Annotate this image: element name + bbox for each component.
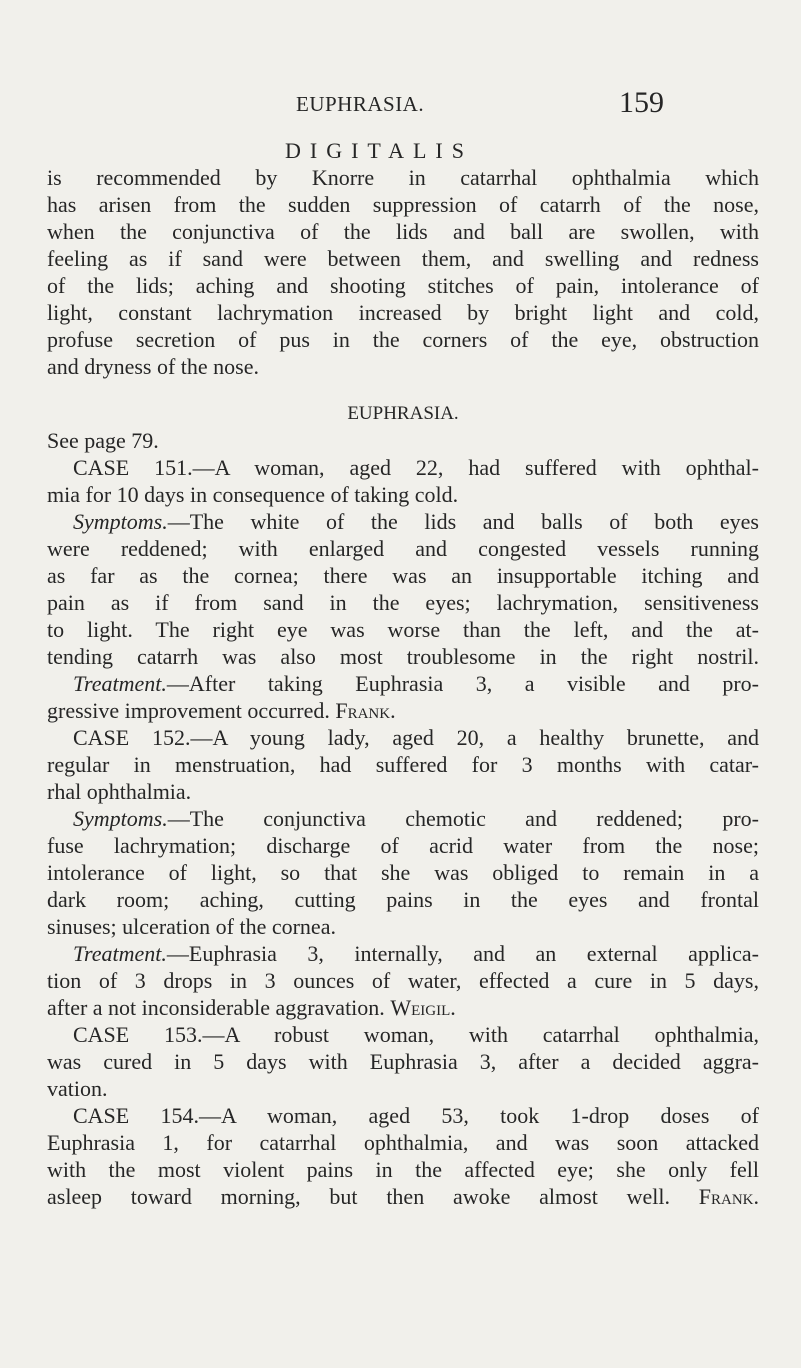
text-line: sinuses; ulceration of the cornea.: [47, 914, 336, 939]
text-line: fuse lachrymation; discharge of acrid water from the nose;: [47, 833, 759, 858]
body-text: [47, 137, 759, 1210]
case-151-symptoms: [47, 508, 759, 535]
running-title: EUPHRASIA.: [296, 92, 425, 116]
text-line: pain as if from sand in the eyes; lachrymation, sensitiveness: [47, 590, 759, 615]
symptoms-text: —The conjunctiva chemotic and reddened; pro-: [167, 806, 759, 831]
case-154-line: with the most violent pains in the affected eye; she only fell: [47, 1157, 759, 1182]
case-154-line: CASE 154.—A woman, aged 53, took 1-drop doses of: [73, 1103, 759, 1128]
text-line: light, constant lachrymation increased by bright light and cold,: [47, 300, 759, 325]
cross-reference: See page 79.: [47, 428, 159, 453]
case-author: Frank.: [698, 1184, 760, 1209]
text-line: gressive improvement occurred.: [47, 698, 330, 723]
text-line: were reddened; with enlarged and congested vessels running: [47, 536, 759, 561]
case-151-line: mia for 10 days in consequence of taking cold.: [47, 482, 459, 507]
case-153-line: CASE 153.—A robust woman, with catarrhal ophthalmia,: [73, 1022, 759, 1047]
symptoms-label: Symptoms.: [73, 509, 168, 534]
case-author: Weigil.: [390, 995, 456, 1020]
case-152-line: rhal ophthalmia.: [47, 779, 192, 804]
treatment-label: Treatment.: [73, 941, 167, 966]
treatment-label: Treatment.: [73, 671, 167, 696]
section-heading-euphrasia: EUPHRASIA.: [347, 403, 459, 424]
text-line: as far as the cornea; there was an insupportable itching and: [47, 563, 759, 588]
text-line: intolerance of light, so that she was obliged to remain in a: [47, 860, 759, 885]
case-154-line: Euphrasia 1, for catarrhal ophthalmia, and was soon attacked: [47, 1130, 759, 1155]
case-author: Frank.: [335, 698, 396, 723]
text-line: tion of 3 drops in 3 ounces of water, effected a cure in 5 days,: [47, 968, 759, 993]
page-header: [0, 86, 801, 122]
text-line: when the conjunctiva of the lids and ball are swollen, with: [47, 219, 759, 244]
text-line: and dryness of the nose.: [47, 354, 260, 379]
text-line: after a not inconsiderable aggravation.: [47, 995, 385, 1020]
text-line: profuse secretion of pus in the corners of the eye, obstruction: [47, 327, 759, 352]
symptoms-text: —The white of the lids and balls of both eyes: [167, 509, 759, 534]
case-153-line: vation.: [47, 1076, 108, 1101]
text-line: dark room; aching, cutting pains in the eyes and frontal: [47, 887, 759, 912]
case-152-symptoms: [47, 805, 759, 832]
case-152-line: regular in menstruation, had suffered for 3 months with catar-: [47, 752, 759, 777]
text-line: to light. The right eye was worse than the left, and the at-: [47, 617, 759, 642]
section-title-digitalis: DIGITALIS: [285, 138, 473, 163]
page-number: 159: [619, 86, 664, 119]
case-154-conclusion: [47, 1183, 759, 1210]
text-line: feeling as if sand were between them, and swelling and redness: [47, 246, 759, 271]
case-151-line: CASE 151.—A woman, aged 22, had suffered with ophthal-: [73, 455, 759, 480]
spacer: [47, 380, 759, 400]
text-line: of the lids; aching and shooting stitches of pain, intolerance of: [47, 273, 759, 298]
treatment-text: —After taking Euphrasia 3, a visible and pro-: [166, 671, 759, 696]
case-152-conclusion: [47, 994, 759, 1021]
treatment-text: —Euphrasia 3, internally, and an external applica-: [166, 941, 759, 966]
symptoms-label: Symptoms.: [73, 806, 168, 831]
case-151-conclusion: [47, 697, 759, 724]
case-152-treatment: [47, 940, 759, 967]
text-line: is recommended by Knorre in catarrhal ophthalmia which: [47, 165, 759, 190]
text-line: asleep toward morning, but then awoke almost well.: [47, 1184, 670, 1209]
case-152-line: CASE 152.—A young lady, aged 20, a healthy brunette, and: [73, 725, 759, 750]
text-line: has arisen from the sudden suppression of catarrh of the nose,: [47, 192, 759, 217]
case-151-treatment: [47, 670, 759, 697]
case-153-line: was cured in 5 days with Euphrasia 3, after a decided aggra-: [47, 1049, 759, 1074]
text-line: tending catarrh was also most troublesome in the right nostril.: [47, 644, 759, 669]
